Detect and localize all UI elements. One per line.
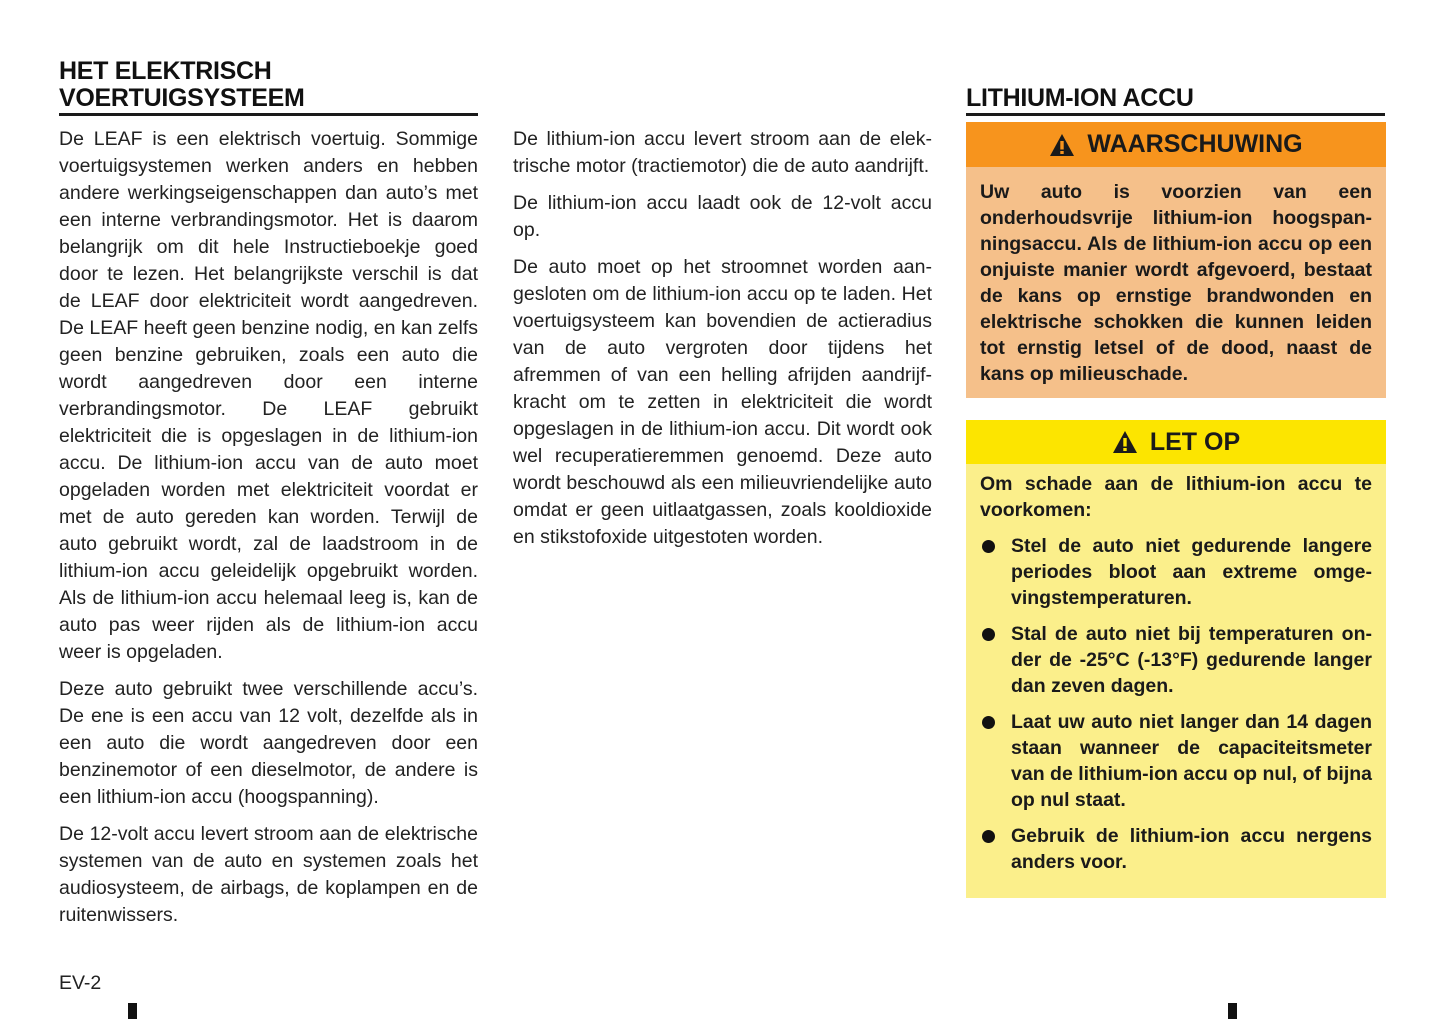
- caution-body: [966, 464, 1386, 875]
- left-text-column: [59, 126, 478, 939]
- paragraph: De auto moet op het stroomnet worden aangesloten om de lithium-ion accu op te laden. Het voertuigsysteem kan bovendien de actieradius van de auto vergroten door tijdens het afremmen of van een helling afrijden aandrijfkracht om te zetten in elektriciteit die wordt opgeslagen in de lithium-ion accu. Dit wordt ook wel recuperatieremmen genoemd. Deze auto wordt beschouwd als een milieuvriendelijke auto omdat er geen uitlaatgassen, zoals kooldioxide en stikstofoxide uitgestoten worden.: [513, 256, 932, 548]
- bullet-icon: [982, 628, 995, 641]
- title-line: VOERTUIGSYSTEEM: [59, 84, 305, 112]
- paragraph: De LEAF is een elektrisch voertuig. Sommige voertuigsystemen werken anders en hebben andere werkingseigenschappen dan auto’s met een interne verbrandingsmotor. Het is daarom belangrijk om dit hele Instructieboekje goed door te lezen. Het belangrijkste verschil is dat de LEAF door elektriciteit wordt aangedreven. De LEAF heeft geen benzine nodig, en kan zelfs geen benzine gebruiken, zoals een auto die wordt aangedreven door een interne verbrandingsmotor. De LEAF gebruikt elektriciteit die is opgeslagen in de lithium-ion accu. De lithium-ion accu van de auto moet opgeladen worden met elektriciteit voordat er met de auto gereden kan worden. Terwijl de auto gebruikt wordt, zal de laadstroom in de lithium-ion accu geleidelijk opgebruikt worden. Als de lithium-ion accu helemaal leeg is, kan de auto pas weer rijden als de lithium-ion accu weer is opgeladen.: [59, 128, 478, 663]
- list-item-text: Stel de auto niet gedurende langere periodes bloot aan extreme omgevingstemperaturen.: [1011, 535, 1372, 609]
- paragraph: De lithium-ion accu laadt ook de 12-volt accu op.: [513, 192, 932, 241]
- list-item: [980, 823, 1372, 875]
- bullet-icon: [982, 716, 995, 729]
- paragraph: De lithium-ion accu levert stroom aan de elektrische motor (tractiemotor) die de auto aandrijft.: [513, 128, 932, 177]
- warning-box: [966, 122, 1386, 398]
- caution-intro: Om schade aan de lithium-ion accu te voorkomen:: [980, 473, 1372, 521]
- caution-list: [980, 533, 1372, 875]
- caution-heading: LET OP: [1149, 427, 1241, 456]
- warning-triangle-icon: [1112, 430, 1138, 454]
- paragraph: De 12-volt accu levert stroom aan de elektrische systemen van de auto en systemen zoals het audiosysteem, de airbags, de koplampen en de ruitenwissers.: [59, 823, 478, 926]
- warning-text: Uw auto is voorzien van een onderhoudsvrije lithium-ion hoogspanningsaccu. Als de lithium-ion accu op een onjuiste manier wordt afgevoerd, bestaat de kans op ernstige brandwonden en elektrische schokken die kunnen leiden tot ernstig letsel of de dood, naast de kans op milieuschade.: [980, 181, 1372, 385]
- caution-box: [966, 420, 1386, 898]
- crop-mark: [1228, 1003, 1237, 1019]
- warning-triangle-icon: [1049, 133, 1075, 157]
- title-line: HET ELEKTRISCH: [59, 57, 272, 85]
- list-item-text: Stal de auto niet bij temperaturen onder de -25°C (-13°F) gedurende langer dan zeven dagen.: [1011, 623, 1372, 697]
- list-item: [980, 533, 1372, 611]
- crop-mark: [128, 1003, 137, 1019]
- paragraph: Deze auto gebruikt twee verschillende accu’s. De ene is een accu van 12 volt, dezelfde als in een auto die wordt aangedreven door een benzinemotor of een dieselmotor, de andere is een lithium-ion accu (hoogspanning).: [59, 678, 478, 808]
- section-title-elektrisch-voertuigsysteem: [59, 58, 478, 116]
- list-item-text: Laat uw auto niet langer dan 14 dagen staan wanneer de capaciteitsmeter van de lithium-ion accu op nul, of bijna op nul staat.: [1011, 711, 1372, 811]
- list-item: [980, 709, 1372, 813]
- page-number: EV-2: [59, 972, 102, 994]
- caution-header: [966, 420, 1386, 464]
- list-item: [980, 621, 1372, 699]
- warning-heading: WAARSCHUWING: [1087, 130, 1303, 158]
- section-title-lithium-ion-accu: LITHIUM-ION ACCU: [966, 85, 1385, 116]
- bullet-icon: [982, 540, 995, 553]
- warning-header: [966, 122, 1386, 167]
- middle-text-column: [513, 126, 932, 561]
- bullet-icon: [982, 830, 995, 843]
- list-item-text: Gebruik de lithium-ion accu nergens anders voor.: [1011, 825, 1372, 873]
